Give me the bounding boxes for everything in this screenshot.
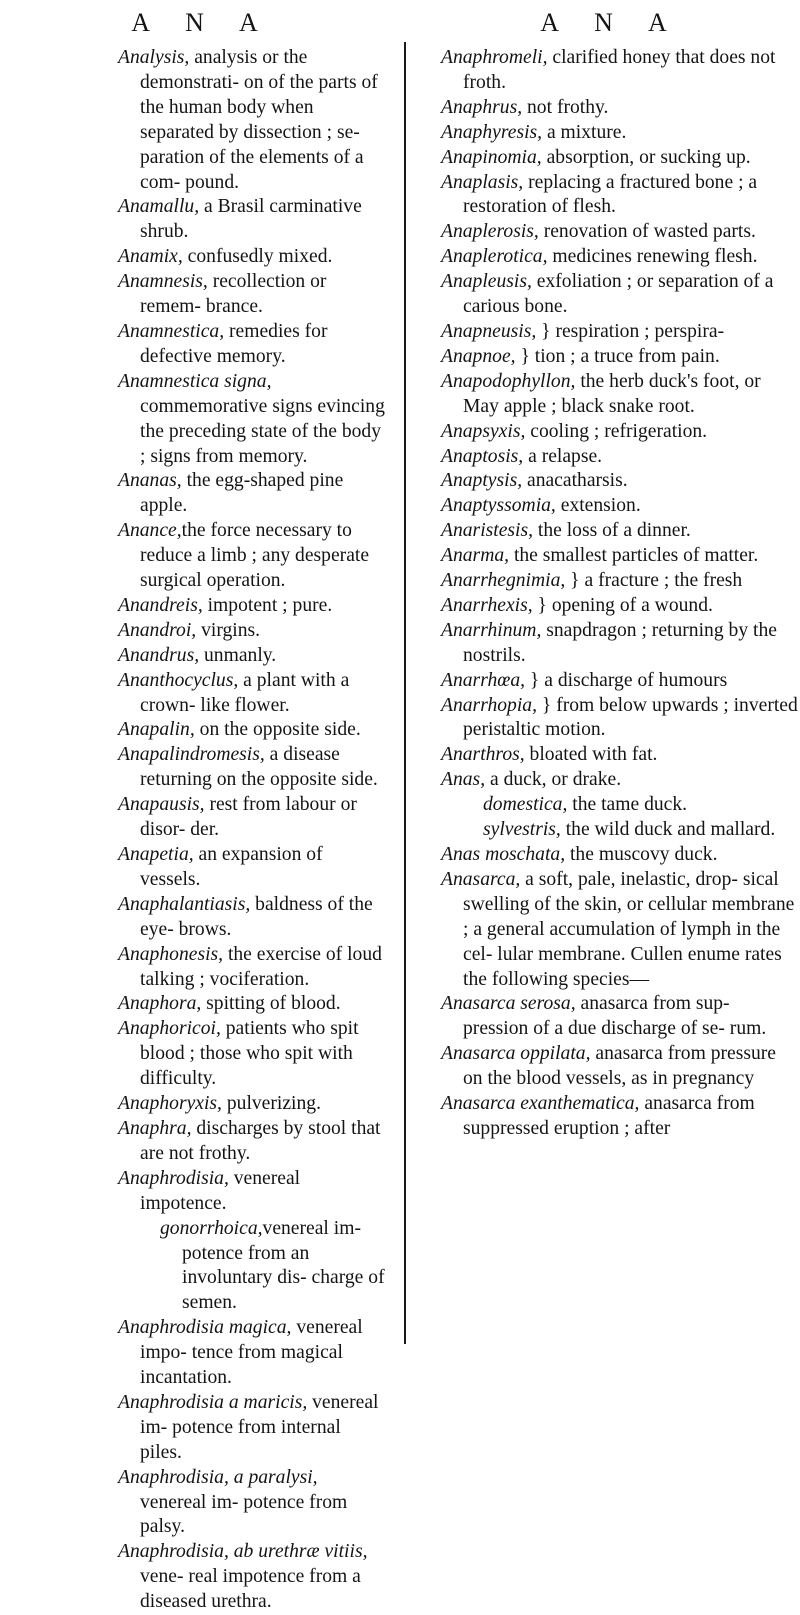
entry-definition: a disease returning on the opposite side. [140,744,378,791]
dictionary-entry [118,594,386,619]
entry-headword: Anaphrodisia magica, [118,1317,292,1339]
entry-headword: Anapausis, [118,794,205,816]
entry-headword: sylvestris, [483,819,561,841]
entry-definition: } respiration ; perspira- [536,320,725,342]
entry-definition: absorption, or sucking up. [541,146,751,168]
entry-definition: } tion ; a truce from pain. [515,345,720,367]
dictionary-entry [118,793,386,843]
entry-headword: Anasarca exanthematica, [441,1093,640,1115]
entry-definition: anasarca from suppressed eruption ; after [463,1093,755,1139]
dictionary-entry [441,121,799,146]
entry-definition: anacatharsis. [522,470,628,492]
dictionary-entry [118,644,386,669]
entry-definition: } opening of a wound. [532,594,713,616]
entry-definition: } from below upwards ; inverted peristaltic motion. [463,694,798,741]
entry-headword: Anandreis, [118,594,203,616]
entry-headword: Ananas, [118,470,182,492]
dictionary-entry [441,96,799,121]
entry-definition: a Brasil carminative shrub. [140,196,362,243]
dictionary-entry [441,768,799,793]
dictionary-entry [118,245,386,270]
dictionary-entry [118,992,386,1017]
entry-headword: Anaphrodisia a maricis, [118,1391,308,1413]
entry-headword: Anapleusis, [441,271,532,293]
entry-definition: the muscovy duck. [565,844,718,865]
entry-headword: Anasarca oppilata, [441,1043,591,1065]
entry-headword: Anas moschata, [441,844,566,865]
dictionary-entry [441,594,799,619]
entry-definition: venereal impotence. [140,1167,301,1214]
entry-headword: Anance, [118,520,182,542]
dictionary-entry [118,1117,386,1167]
entry-headword: Anaphrodisia, a paralysi, [118,1466,318,1488]
entry-headword: Ananthocyclus, [118,669,239,691]
entry-headword: Anapodophyllon, [441,370,576,392]
entry-headword: Anaphonesis, [118,943,224,965]
entry-headword: Anaphoryxis, [118,1093,222,1115]
entry-headword: Anarrhœa, [441,669,526,691]
entry-definition: exfoliation ; or separation of a carious bone. [463,271,774,318]
dictionary-entry [441,146,799,171]
entry-headword: Anamallu, [118,196,200,218]
entry-definition: replacing a fractured bone ; a restoration of flesh. [463,171,758,218]
dictionary-entry [441,519,799,544]
entry-definition: a plant with a crown- like flower. [140,669,350,716]
entry-headword: Anaphrodisia, ab urethræ vitiis, [118,1541,368,1563]
dictionary-entry [441,992,799,1042]
entry-definition: the smallest particles of matter. [509,545,759,567]
entry-definition: a relapse. [523,445,603,467]
entry-headword: Anamnesis, [118,271,208,293]
entry-headword: Anapsyxis, [441,420,526,442]
entry-definition: patients who spit blood ; those who spit with difficulty. [140,1018,359,1090]
entry-headword: Anarthros, [441,744,525,766]
entry-definition: a duck, or drake. [485,769,622,791]
entry-headword: Anamix, [118,246,183,268]
entry-headword: gonorrhoica, [160,1217,263,1239]
dictionary-entry [441,1042,799,1092]
dictionary-entry [118,469,386,519]
dictionary-entry [441,270,799,320]
entry-headword: Anarrhopia, [441,694,537,716]
entry-definition: rest from labour or disor- der. [140,794,357,841]
dictionary-entry [441,569,799,594]
dictionary-entry [441,494,799,519]
dictionary-entry [118,1217,386,1317]
dictionary-entry [441,46,799,96]
entry-definition: spitting of blood. [201,993,341,1015]
dictionary-entry [441,171,799,221]
entry-definition: } a discharge of humours [525,669,728,691]
dictionary-entry [118,1391,386,1466]
entry-headword: Anamnestica signa, [118,370,272,392]
dictionary-entry [118,843,386,893]
entry-headword: Anaplerosis, [441,221,539,243]
entry-headword: Anarma, [441,545,510,567]
entry-definition: the tame duck. [567,794,688,816]
entry-definition: recollection or remem- brance. [140,271,327,318]
dictionary-entry [441,868,799,993]
entry-headword: Analysis, [118,47,190,68]
dictionary-entry [118,1167,386,1217]
entry-headword: Anasarca serosa, [441,993,576,1015]
dictionary-entry [118,270,386,320]
dictionary-entry [441,370,799,420]
dictionary-entry [441,793,799,818]
left-running-header: A N A [131,8,273,37]
entry-definition: the exercise of loud talking ; vociferation. [140,943,382,990]
dictionary-entry [441,743,799,768]
entry-definition: extension. [555,495,641,517]
left-entry-list [0,46,390,1615]
dictionary-entry [118,718,386,743]
dictionary-entry [118,943,386,993]
dictionary-entry [118,519,386,594]
right-entry-list [409,46,799,1142]
dictionary-entry [441,220,799,245]
entry-headword: Anasarca, [441,868,521,890]
dictionary-entry [441,345,799,370]
entry-definition: venereal im- potence from an involuntary dis- charge of semen. [182,1217,385,1314]
entry-definition: analysis or the demonstrati- on of the parts of the human body when separated by dissection ; se- paration of the elements of a com- pound. [140,47,378,193]
entry-definition: baldness of the eye- brows. [140,893,373,940]
entry-headword: Anapalin, [118,719,195,741]
entry-definition: a mixture. [542,121,627,143]
entry-definition: on the opposite side. [194,719,361,741]
entry-definition: anasarca from pressure on the blood vessels, as in pregnancy [463,1043,776,1090]
entry-headword: Anaphromeli, [441,47,548,68]
entry-definition: medicines renewing flesh. [547,246,758,268]
dictionary-entry [118,669,386,719]
dictionary-entry [118,320,386,370]
entry-definition: snapdragon ; returning by the nostrils. [463,619,777,666]
entry-definition: bloated with fat. [524,744,658,766]
entry-headword: Anaphoricoi, [118,1018,221,1040]
entry-definition: the loss of a dinner. [533,520,691,542]
dictionary-entry [441,694,799,744]
entry-headword: Anaplasis, [441,171,524,193]
dictionary-entry [118,46,386,195]
entry-headword: Anandroi, [118,619,197,641]
entry-definition: not frothy. [522,96,609,118]
entry-definition: discharges by stool that are not frothy. [140,1117,381,1164]
entry-definition: pulverizing. [221,1093,321,1115]
dictionary-entry [118,1466,386,1541]
entry-definition: a soft, pale, inelastic, drop- sical swelling of the skin, or cellular membrane ; a general accumulation of lymph in the cel- lular membrane. Cullen enume rates the following species— [463,868,795,990]
dictionary-entry [441,420,799,445]
dictionary-entry [118,1092,386,1117]
right-column [409,0,799,1142]
entry-headword: Anaphyresis, [441,121,543,143]
dictionary-entry [441,619,799,669]
entry-headword: Anarrhinum, [441,619,542,641]
entry-definition: impotent ; pure. [202,594,333,616]
entry-headword: Anaphora, [118,993,202,1015]
entry-headword: Anamnestica, [118,320,225,342]
column-divider [404,42,406,1344]
dictionary-entry [118,1540,386,1615]
entry-definition: venereal im- potence from internal piles. [140,1391,379,1463]
entry-headword: Anaptysis, [441,470,523,492]
dictionary-entry [441,544,799,569]
entry-headword: Anaplerotica, [441,246,548,268]
entry-headword: Anapinomia, [441,146,542,168]
entry-definition: renovation of wasted parts. [538,221,756,243]
entry-definition: the wild duck and mallard. [560,819,776,841]
entry-headword: Anapetia, [118,844,194,865]
entry-definition: the egg-shaped pine apple. [140,470,344,517]
entry-definition: vene- real impotence from a diseased urethra. [140,1566,361,1613]
dictionary-entry [441,469,799,494]
dictionary-entry [441,320,799,345]
dictionary-entry [118,1316,386,1391]
entry-definition: venereal im- potence from palsy. [140,1491,348,1538]
entry-headword: Anarrhexis, [441,594,533,616]
entry-headword: Anas, [441,769,486,791]
entry-headword: Anaristesis, [441,520,533,542]
entry-definition: anasarca from sup- pression of a due discharge of se- rum. [463,993,767,1040]
dictionary-entry [441,445,799,470]
entry-definition: } a fracture ; the fresh [565,570,743,592]
entry-definition: clarified honey that does not froth. [463,47,776,93]
entry-headword: Anaphalantiasis, [118,893,251,915]
entry-definition: remedies for defective memory. [140,320,328,367]
entry-definition: unmanly. [199,644,277,666]
dictionary-entry [441,1092,799,1142]
entry-headword: Anapneusis, [441,320,537,342]
entry-headword: Anaphra, [118,1117,192,1139]
entry-definition: commemorative signs evincing the preceding state of the body ; signs from memory. [140,395,385,467]
entry-definition: confusedly mixed. [182,246,333,268]
entry-headword: Anaptyssomia, [441,495,556,517]
entry-headword: Anarrhegnimia, [441,570,566,592]
right-running-header: A N A [540,8,682,37]
dictionary-entry [441,669,799,694]
dictionary-entry [441,245,799,270]
entry-headword: Anapalindromesis, [118,744,265,766]
entry-definition: venereal impo- tence from magical incantation. [140,1317,363,1389]
entry-headword: Anandrus, [118,644,200,666]
entry-definition: an expansion of vessels. [140,844,323,890]
left-column [0,0,390,1615]
dictionary-entry [118,619,386,644]
entry-headword: Anaphrodisia, [118,1167,229,1189]
dictionary-entry [118,743,386,793]
entry-headword: Anaptosis, [441,445,524,467]
dictionary-entry [441,818,799,843]
entry-headword: Anapnoe, [441,345,516,367]
entry-definition: the herb duck's foot, or May apple ; black snake root. [463,370,761,417]
dictionary-entry [118,1017,386,1092]
entry-definition: virgins. [196,619,261,641]
entry-definition: cooling ; refrigeration. [525,420,708,442]
dictionary-entry [118,893,386,943]
dictionary-entry [118,195,386,245]
dictionary-entry [118,370,386,470]
dictionary-entry [441,843,799,868]
entry-headword: domestica, [483,794,568,816]
entry-definition: the force necessary to reduce a limb ; any desperate surgical operation. [140,520,370,592]
entry-headword: Anaphrus, [441,96,523,118]
